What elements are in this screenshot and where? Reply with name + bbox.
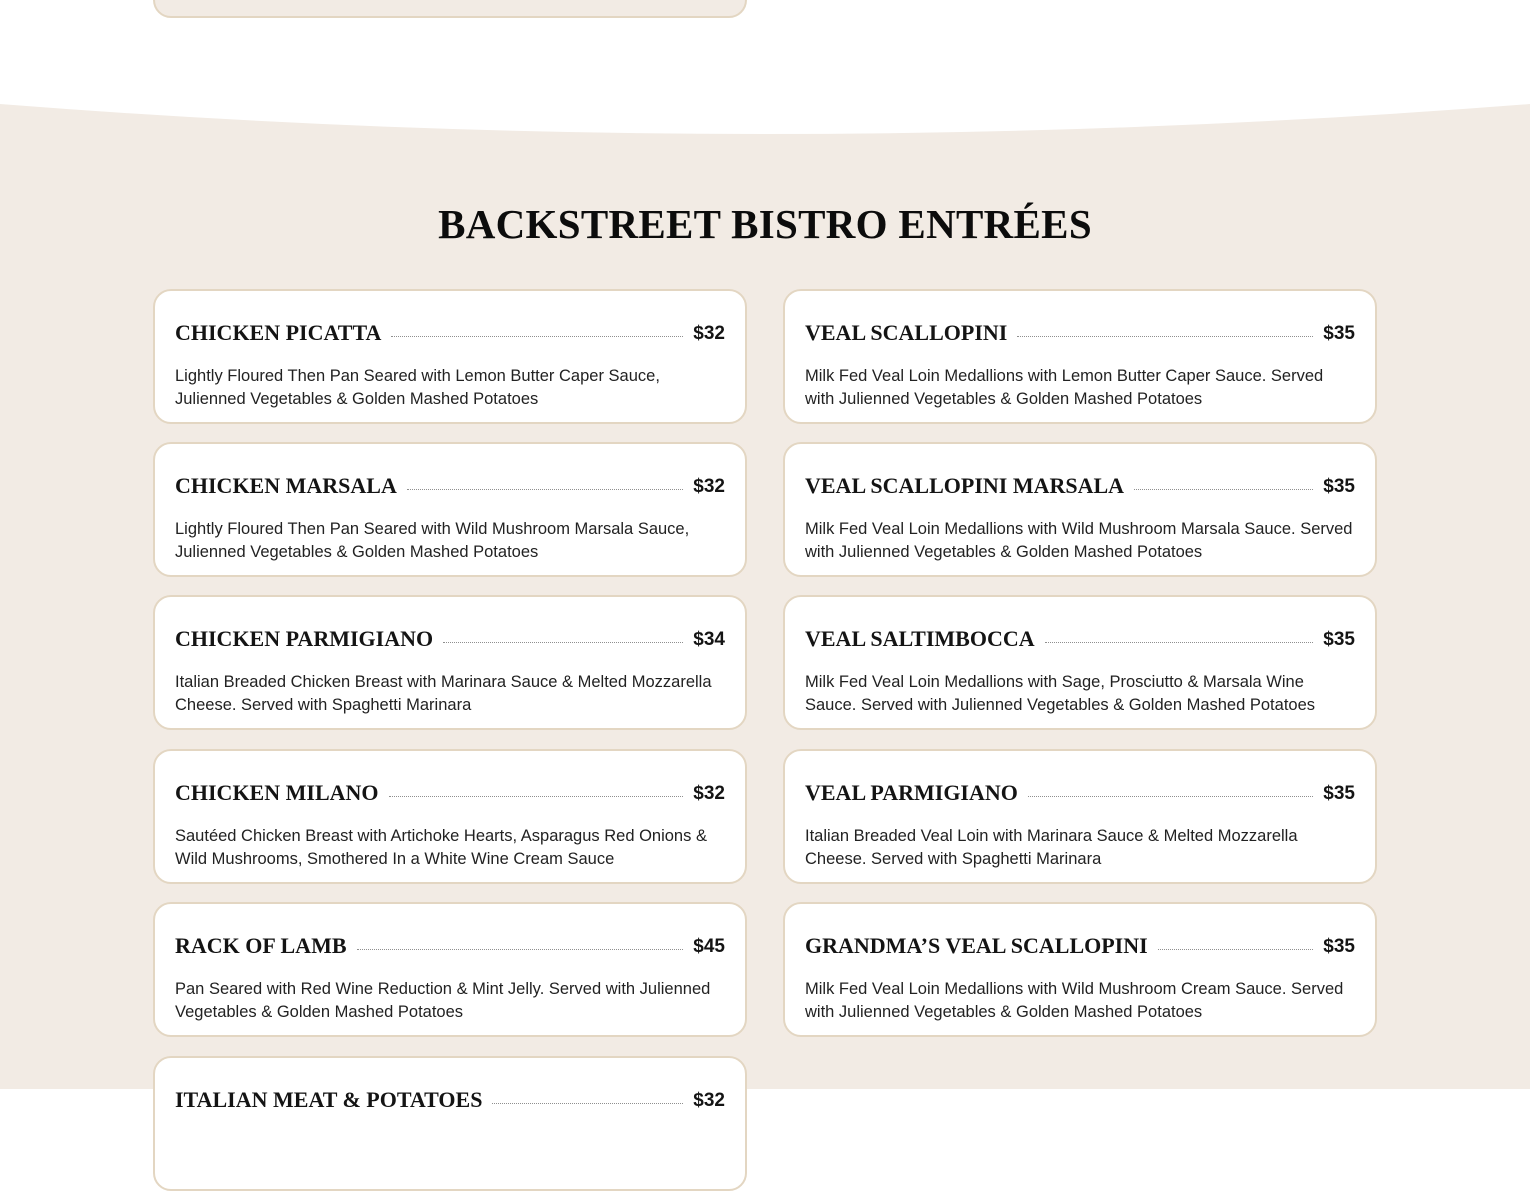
menu-item-description: Pan Seared with Red Wine Reduction & Mint Jelly. Served with Julienned Vegetables & Golden Mashed Potatoes <box>175 980 711 1021</box>
menu-item-header <box>175 617 725 653</box>
menu-item-name: VEAL SALTIMBOCCA <box>805 626 1035 651</box>
menu-item-card <box>783 289 1377 424</box>
dotted-leader <box>357 948 684 950</box>
menu-item-price: $45 <box>693 936 725 957</box>
menu-item-name: VEAL PARMIGIANO <box>805 780 1018 805</box>
menu-item-price: $35 <box>1323 476 1355 497</box>
previous-section-card <box>153 0 747 18</box>
menu-item-name: VEAL SCALLOPINI MARSALA <box>805 473 1125 498</box>
menu-item-card <box>783 902 1377 1037</box>
menu-item-header <box>175 311 725 347</box>
menu-item-price: $32 <box>693 1090 725 1111</box>
menu-item-card <box>153 749 747 884</box>
menu-item-card <box>153 442 747 577</box>
section-title: BACKSTREET BISTRO ENTRÉES <box>438 201 1092 247</box>
menu-item-name: ITALIAN MEAT & POTATOES <box>175 1087 483 1112</box>
menu-item-header <box>805 617 1355 653</box>
menu-item-name: CHICKEN PARMIGIANO <box>175 626 434 651</box>
dotted-leader <box>492 1102 683 1104</box>
menu-item-header <box>175 1078 725 1114</box>
menu-item-name: CHICKEN PICATTA <box>175 320 382 345</box>
menu-item-price: $35 <box>1323 629 1355 650</box>
dotted-leader <box>1017 335 1313 337</box>
dotted-leader <box>443 641 683 643</box>
menu-item-header <box>805 311 1355 347</box>
dotted-leader <box>1158 948 1314 950</box>
menu-item-name: VEAL SCALLOPINI <box>805 320 1008 345</box>
menu-item-card <box>783 442 1377 577</box>
menu-item-header <box>175 464 725 500</box>
menu-item-name: CHICKEN MILANO <box>175 780 379 805</box>
dotted-leader <box>407 488 683 490</box>
menu-item-header <box>805 771 1355 807</box>
menu-item-header <box>805 924 1355 960</box>
menu-item-price: $32 <box>693 323 725 344</box>
menu-item-description: Lightly Floured Then Pan Seared with Wild Mushroom Marsala Sauce, Julienned Vegetables & Golden Mashed Potatoes <box>175 520 690 561</box>
menu-item-header <box>175 771 725 807</box>
menu-item-description: Italian Breaded Chicken Breast with Marinara Sauce & Melted Mozzarella Cheese. Served with Spaghetti Marinara <box>175 673 712 714</box>
menu-item-description: Italian Breaded Veal Loin with Marinara Sauce & Melted Mozzarella Cheese. Served with Spaghetti Marinara <box>805 827 1298 868</box>
menu-item-description: Lightly Floured Then Pan Seared with Lemon Butter Caper Sauce, Julienned Vegetables & Golden Mashed Potatoes <box>175 367 660 408</box>
menu-item-card <box>783 749 1377 884</box>
menu-item-card <box>153 902 747 1037</box>
menu-item-card <box>153 595 747 730</box>
menu-item-description: Milk Fed Veal Loin Medallions with Wild Mushroom Cream Sauce. Served with Julienned Vegetables & Golden Mashed Potatoes <box>805 980 1344 1021</box>
menu-item-description: Sautéed Chicken Breast with Artichoke Hearts, Asparagus Red Onions & Wild Mushrooms, Smothered In a White Wine Cream Sauce <box>175 827 707 868</box>
menu-item-name: RACK OF LAMB <box>175 933 347 958</box>
menu-item-description: Milk Fed Veal Loin Medallions with Sage, Prosciutto & Marsala Wine Sauce. Served with Julienned Vegetables & Golden Mashed Potatoes <box>805 673 1316 714</box>
dotted-leader <box>1028 795 1313 797</box>
dotted-leader <box>1134 488 1313 490</box>
menu-item-card <box>153 289 747 424</box>
menu-item-name: CHICKEN MARSALA <box>175 473 397 498</box>
menu-item-price: $32 <box>693 783 725 804</box>
menu-item-name: GRANDMA’S VEAL SCALLOPINI <box>805 933 1148 958</box>
menu-item-header <box>175 924 725 960</box>
menu-item-price: $32 <box>693 476 725 497</box>
menu-item-price: $35 <box>1323 936 1355 957</box>
menu-item-description: Milk Fed Veal Loin Medallions with Wild Mushroom Marsala Sauce. Served with Julienned Vegetables & Golden Mashed Potatoes <box>805 520 1353 561</box>
dotted-leader <box>389 795 684 797</box>
menu-item-price: $35 <box>1323 323 1355 344</box>
dotted-leader <box>391 335 683 337</box>
dotted-leader <box>1045 641 1314 643</box>
menu-item-price: $34 <box>693 629 725 650</box>
menu-item-price: $35 <box>1323 783 1355 804</box>
menu-item-header <box>805 464 1355 500</box>
menu-item-card <box>153 1056 747 1191</box>
menu-item-card <box>783 595 1377 730</box>
menu-item-description: Milk Fed Veal Loin Medallions with Lemon Butter Caper Sauce. Served with Julienned Vegetables & Golden Mashed Potatoes <box>805 367 1324 408</box>
